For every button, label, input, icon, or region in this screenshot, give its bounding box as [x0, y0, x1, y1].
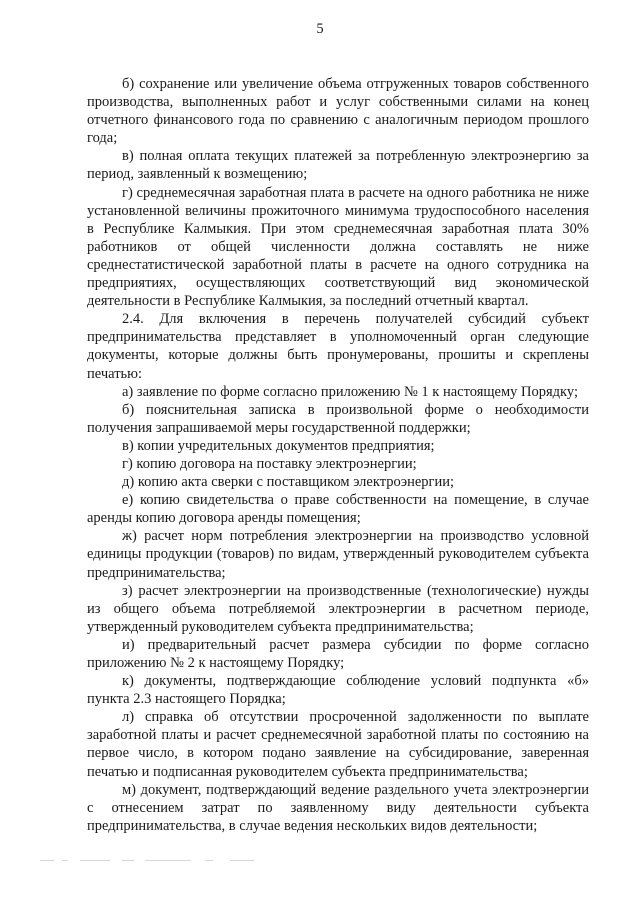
document-body — [87, 75, 589, 835]
scan-artifact-line — [40, 858, 600, 864]
paragraph-b-sales-volume: б) сохранение или увеличение объема отгруженных товаров собственного производства, выполненных работ и услуг собственными силами на конец отчетного финансового года по сравнению с аналогичным периодом прошлого года; — [87, 76, 589, 147]
list-item-b-explanatory-note: б) пояснительная записка в произвольной форме о необходимости получения запрашиваемой меры государственной поддержки; — [87, 401, 589, 436]
list-item-k-compliance-documents: к) документы, подтверждающие соблюдение условий подпункта «б» пункта 2.3 настоящего Порядка; — [87, 673, 589, 708]
page-number: 5 — [316, 21, 324, 37]
list-item-i-subsidy-calculation: и) предварительный расчет размера субсидии по форме согласно приложению № 2 к настоящему Порядку; — [87, 636, 589, 671]
paragraph-v-electricity-payment: в) полная оплата текущих платежей за потребленную электроэнергию за период, заявленный к возмещению; — [87, 148, 589, 183]
list-item-z-production-electricity: з) расчет электроэнергии на производственные (технологические) нужды из общего объема потребляемой электроэнергии в расчетном периоде, утвержденный руководителем субъекта предпринимательства; — [87, 582, 589, 635]
list-item-v-founding-documents: в) копии учредительных документов предприятия; — [122, 437, 435, 454]
list-item-zh-consumption-norms: ж) расчет норм потребления электроэнергии на производство условной единицы продукции (товаров) по видам, утвержденный руководителем субъекта предпринимательства; — [87, 528, 589, 581]
list-item-l-salary-certificate: л) справка об отсутствии просроченной задолженности по выплате заработной платы и расчет среднемесячной заработной платы по состоянию на первое число, в котором подано заявление на субсидирование, заверенная печатью и подписанная руководителем субъекта предпринимательства; — [87, 709, 589, 780]
list-item-g-supply-contract: г) копию договора на поставку электроэнергии; — [122, 455, 417, 472]
list-item-m-separate-accounting: м) документ, подтверждающий ведение раздельного учета электроэнергии с отнесением затрат по заявленному виду деятельности субъекта предпринимательства, в случае ведения нескольких видов деятельности; — [87, 781, 589, 834]
list-item-e-ownership-certificate: е) копию свидетельства о праве собственности на помещение, в случае аренды копию договора аренды помещения; — [87, 492, 589, 527]
list-item-a-application: а) заявление по форме согласно приложению № 1 к настоящему Порядку; — [122, 383, 578, 400]
list-item-d-reconciliation-act: д) копию акта сверки с поставщиком электроэнергии; — [122, 474, 455, 491]
paragraph-g-average-salary: г) среднемесячная заработная плата в расчете на одного работника не ниже установленной величины прожиточного минимума трудоспособного населения в Республике Калмыкия. При этом среднемесячная заработная плата 30% работников от общей численности должна составлять не ниже среднестатистической заработной платы в расчете на одного сотрудника на предприятиях, осуществляющих соответствующий вид экономической деятельности в Республике Калмыкия, за последний отчетный квартал. — [87, 184, 589, 310]
paragraph-2-4-documents: 2.4. Для включения в перечень получателей субсидий субъект предпринимательства представляет в уполномоченный орган следующие документы, которые должны быть пронумерованы, прошиты и скреплены печатью: — [87, 311, 589, 382]
